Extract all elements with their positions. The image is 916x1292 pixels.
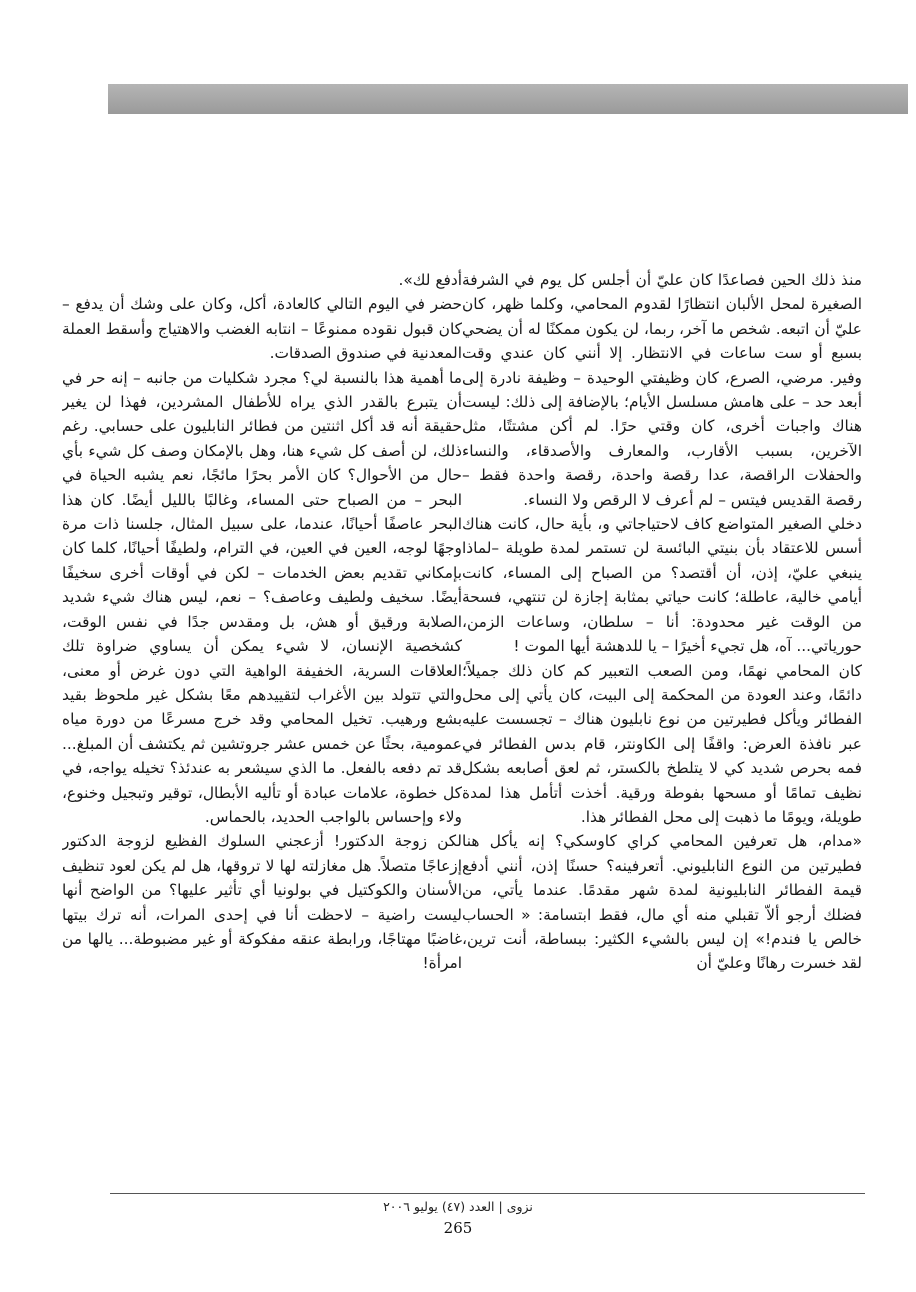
left-column (62, 268, 462, 1148)
right-paragraph-3: كان المحامي نهمًا، ومن الصعب التعبير كم كان ذلك جميلاً؛ دائمًا، وعند العودة من المحكمة إلى البيت، كان يأتي إلى محل الفطائر ويأكل فطيرتين من نوع نابليون هناك – تجسست عليه عبر نافذة العرض: واقفًا إلى الكاونتر، قام بدس الفطائر في فمه بحرص شديد كي لا يتلطخ بالكستر، ثم لعق أصابعه بشكل نظيف تمامًا أو مسحها بفوطة ورقية. أخذت أتأمل هذا لمدة طويلة، ويومًا ما ذهبت إلى محل الفطائر هذا. (462, 661, 862, 826)
journal-name: نزوى (506, 1199, 533, 1214)
right-paragraph-2: دخلي الصغير المتواضع كاف لاحتياجاتي و، بأية حال، كانت هناك أسس للاعتقاد بأن بنيتي البائسة لن تستمر لمدة طويلة –لماذا ينبغي عليّ، إذن، أن أقتصد؟ من الصباح إلى المساء، كانت أيامي خالية، عاطلة؛ كانت حياتي بمثابة إجازة لن تنتهي، فسحة من الوقت غير محدودة: أنا – سلطان، وساعات الزمن، حورياتي... آه، هل تجيء أخيرًا – يا للدهشة أيها الموت ! (462, 515, 862, 656)
right-column (462, 268, 862, 1148)
issue-info: العدد (٤٧) يوليو ٢٠٠٦ (383, 1199, 495, 1214)
header-band (108, 84, 908, 114)
footer-separator: | (498, 1199, 503, 1214)
right-paragraph-1: منذ ذلك الحين فصاعدًا كان عليّ أن أجلس كل يوم في الشرفة الصغيرة لمحل الألبان انتظارًا لقدوم المحامي، وكلما ظهر، كان عليّ أن اتبعه. شخص ما آخر، ربما، لن يكون ممكنًا له أن يضحي بسبع أو ست ساعات في الانتظار. إلا أنني كان عندي وقت وفير. مرضي، الصرع، كان وظيفتي الوحيدة – وظيفة نادرة إلى أبعد حد – على هامش مسلسل الأيام؛ بالإضافة إلى ذلك: ليست هناك واجبات أخرى، كان وقتي حرًا. لم أكن مشتتًا، مثل الآخرين، بسبب الأقارب، والمعارف والأصدقاء، والنساء والحفلات الراقصة، عدا رقصة واحدة، رقصة واحدة فقط – رقصة القديس فيتس – لم أعرف لا الرقص ولا النساء. (462, 271, 862, 509)
footer-line (0, 1199, 916, 1214)
left-paragraph-1: أدفع لك». (398, 271, 462, 289)
footer-rule (110, 1193, 865, 1194)
left-paragraph-3: ما أهمية هذا بالنسبة لي؟ مجرد شكليات من جانبه – إنه حر في أن يتبرع بالقدر الذي يراه للأطفال المشردين، فهذا لن يغير حقيقة أنه قد أكل اثنتين من فطائر النابليون على حسابي. رغم ذلك، لن أصف كل شيء هنا، وهل بالإمكان وصف كل شيء بأي حال من الأحوال؟ كان الأمر بحرًا مائجًا، نعم يشبه الحياة في البحر – من الصباح حتى المساء، وغالبًا بالليل أيضًا. كان هذا البحر عاصفًا أحيانًا، عندما، على سبيل المثال، جلسنا ذات مرة وجهًا لوجه، العين في العين، في الترام، ولطيفًا أحيانًا، كلما كان بإمكاني تقديم بعض الخدمات – لكن في أوقات أخرى سخيفًا أيضًا. سخيف ولطيف وعاصف؟ – نعم، ليس هناك شيء شديد الصلابة ورقيق أو هش، بل ومقدس جدًا في نفس الوقت، كشخصية الإنسان، لا شيء يمكن أن يساوي ضراوة تلك العلاقات السرية، الخفيفة الواهية التي دون غرض أو معنى، والتي تتولد بين الأغراب لتقييدهم معًا بشكل غير ملحوظ بقيد بشع ورهيب. تخيل المحامي وقد خرج مسرعًا من دورة مياه عمومية، بحثًا عن خمس عشر جروتشين ثم يكتشف أن المبلغ... قد تم دفعه بالفعل. ما الذي سيشعر به عندئذ؟ تخيله يواجه، في كل خطوة، علامات عبادة أو تأليه الأبطال، توقير وتبجيل وخنوع، ولاء وإحساس بالواجب الحديد، بالحماس. (62, 368, 462, 826)
right-paragraph-4: «مدام، هل تعرفين المحامي كراي كاوسكي؟ إنه يأكل هنا فطيرتين من النوع النابليوني. أتعرفينه؟ حسنًا إذن، أنني أدفع قيمة الفطائر النابليونية لمدة شهر مقدمًا. عندما يأتي، من فضلك أرجو ألاّ تقبلي منه أي مال، فقط ابتسامة: « الحساب خالص يا فندم!» إن ليس بالشيء الكثير: ببساطة، أنت ترين، لقد خسرت رهانًا وعليّ أن (462, 832, 862, 973)
left-paragraph-2: حضر في اليوم التالي كالعادة، أكل، وكان على وشك أن يدفع – كان قبول نقوده ممنوعًا – انتابه الغضب والاهتياج وأسقط العملة المعدنية في صندوق الصدقات. (62, 295, 462, 363)
page-number: 265 (443, 1219, 473, 1237)
left-paragraph-4: لكن زوجة الدكتور! أزعجني السلوك الفظيع لزوجة الدكتور إزعاجًا متصلاً. هل مغازلته لها لا تروقها، هل لم يكن لعود تنظيف الأسنان والكوكتيل في بولونيا أي تأثير عليها؟ من الواضح أنها ليست راضية – لاحظت أنا في إحدى المرات، أنه ترك بيتها غاضبًا مهتاجًا، ورابطة عنقه مفكوكة أو غير مضبوطة... يالها من امرأة! (62, 832, 462, 973)
